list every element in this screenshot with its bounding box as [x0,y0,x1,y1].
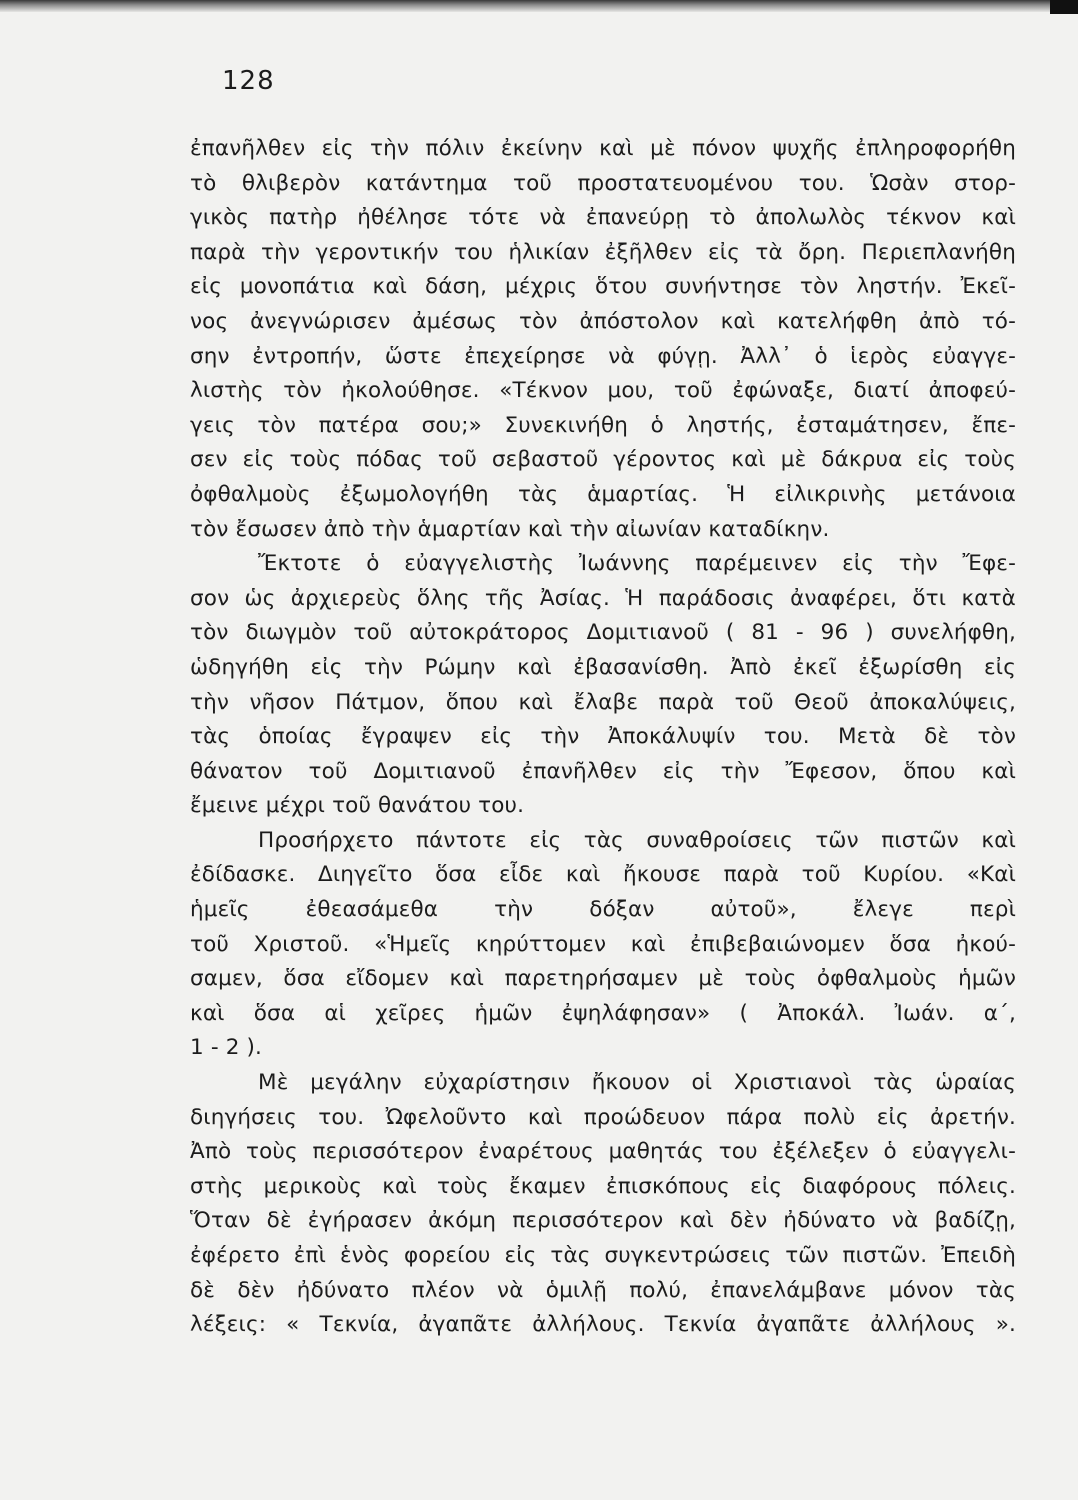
page-top-edge [0,0,1078,12]
text-line: γεις τὸν πατέρα σου;» Συνεκινήθη ὁ ληστής, ἐσταμάτησεν, ἔπε- [190,412,1016,438]
text-line: Προσήρχετο πάντοτε εἰς τὰς συναθροίσεις τῶν πιστῶν καὶ [258,827,1016,853]
body-text [190,132,1016,1343]
text-line: γικὸς πατὴρ ἠθέλησε τότε νὰ ἐπανεύρῃ τὸ ἀπολωλὸς τέκνον καὶ [190,205,1016,231]
text-line: ἡμεῖς ἐθεασάμεθα τὴν δόξαν αὐτοῦ», ἔλεγε περὶ [190,897,1016,923]
text-line: τὰς ὁποίας ἔγραψεν εἰς τὴν Ἀποκάλυψίν του. Μετὰ δὲ τὸν [190,724,1016,750]
text-line: ὀφθαλμοὺς ἐξωμολογήθη τὰς ἁμαρτίας. Ἡ εἰλικρινὴς μετάνοια [190,481,1016,507]
text-line: δὲ δὲν ἠδύνατο πλέον νὰ ὁμιλῇ πολύ, ἐπανελάμβανε μόνον τὰς [190,1277,1016,1303]
text-line: τὸ θλιβερὸν κατάντημα τοῦ προστατευομένου του. Ὡσὰν στορ- [190,170,1016,196]
text-line: νος ἀνεγνώρισεν ἀμέσως τὸν ἀπόστολον καὶ κατελήφθη ἀπὸ τό- [190,308,1016,334]
text-line: σεν εἰς τοὺς πόδας τοῦ σεβαστοῦ γέροντος καὶ μὲ δάκρυα εἰς τοὺς [190,447,1016,473]
text-line: ἐφέρετο ἐπὶ ἑνὸς φορείου εἰς τὰς συγκεντρώσεις τῶν πιστῶν. Ἐπειδὴ [190,1243,1016,1268]
text-line: λιστὴς τὸν ἠκολούθησε. «Τέκνον μου, τοῦ ἐφώναξε, διατί ἀποφεύ- [190,378,1016,404]
text-line: καὶ ὅσα αἱ χεῖρες ἡμῶν ἐψηλάφησαν» ( Ἀποκάλ. Ἰωάν. α΄, [190,1000,1016,1026]
text-line: εἰς μονοπάτια καὶ δάση, μέχρις ὅτου συνήντησε τὸν ληστήν. Ἐκεῖ- [190,274,1016,300]
text-line: τὸν ἔσωσεν ἀπὸ τὴν ἁμαρτίαν καὶ τὴν αἰωνίαν καταδίκην. [190,516,830,542]
text-line: Ἀπὸ τοὺς περισσότερον ἐναρέτους μαθητάς του ἐξέλεξεν ὁ εὐαγγελι- [190,1139,1016,1165]
text-line: τοῦ Χριστοῦ. «Ἡμεῖς κηρύττομεν καὶ ἐπιβεβαιώνομεν ὅσα ἠκού- [190,931,1016,957]
text-line: ἐπανῆλθεν εἰς τὴν πόλιν ἐκείνην καὶ μὲ πόνον ψυχῆς ἐπληροφορήθη [190,136,1016,161]
text-line: σην ἐντροπήν, ὥστε ἐπεχείρησε νὰ φύγῃ. Ἀλλ᾽ ὁ ἱερὸς εὐαγγε- [190,343,1016,369]
text-line: λέξεις: « Τεκνία, ἀγαπᾶτε ἀλλήλους. Τεκνία ἀγαπᾶτε ἀλλήλους ». [190,1312,1016,1338]
text-line: θάνατον τοῦ Δομιτιανοῦ ἐπανῆλθεν εἰς τὴν Ἔφεσον, ὅπου καὶ [190,758,1016,784]
text-line: ἔμεινε μέχρι τοῦ θανάτου του. [190,793,525,819]
page-number: 128 [222,66,275,96]
text-line: ἐδίδασκε. Διηγεῖτο ὅσα εἶδε καὶ ἤκουσε παρὰ τοῦ Κυρίου. «Καὶ [190,862,1016,888]
text-line: διηγήσεις του. Ὠφελοῦντο καὶ προώδευον πάρα πολὺ εἰς ἀρετήν. [190,1104,1016,1130]
text-line: τὴν νῆσον Πάτμον, ὅπου καὶ ἔλαβε παρὰ τοῦ Θεοῦ ἀποκαλύψεις, [190,689,1016,715]
text-line: σαμεν, ὅσα εἴδομεν καὶ παρετηρήσαμεν μὲ τοὺς ὀφθαλμοὺς ἡμῶν [190,966,1016,992]
text-line: παρὰ τὴν γεροντικήν του ἡλικίαν ἐξῆλθεν εἰς τὰ ὄρη. Περιεπλανήθη [190,239,1016,265]
text-line: ὡδηγήθη εἰς τὴν Ρώμην καὶ ἐβασανίσθη. Ἀπὸ ἐκεῖ ἐξωρίσθη εἰς [190,654,1016,680]
text-line: 1 - 2 ). [190,1035,263,1061]
text-line: Ὅταν δὲ ἐγήρασεν ἀκόμη περισσότερον καὶ δὲν ἠδύνατο νὰ βαδίζῃ, [190,1208,1016,1234]
text-line: τὸν διωγμὸν τοῦ αὐτοκράτορος Δομιτιανοῦ ( 81 - 96 ) συνελήφθη, [190,620,1016,646]
text-line: Μὲ μεγάλην εὐχαρίστησιν ἤκουον οἱ Χριστιανοὶ τὰς ὡραίας [258,1070,1016,1096]
text-line: στὴς μερικοὺς καὶ τοὺς ἔκαμεν ἐπισκόπους εἰς διαφόρους πόλεις. [190,1173,1016,1199]
text-line: Ἔκτοτε ὁ εὐαγγελιστὴς Ἰωάννης παρέμεινεν εἰς τὴν Ἔφε- [258,551,1016,577]
text-line: σον ὡς ἀρχιερεὺς ὅλης τῆς Ἀσίας. Ἡ παράδοσις ἀναφέρει, ὅτι κατὰ [190,585,1016,611]
